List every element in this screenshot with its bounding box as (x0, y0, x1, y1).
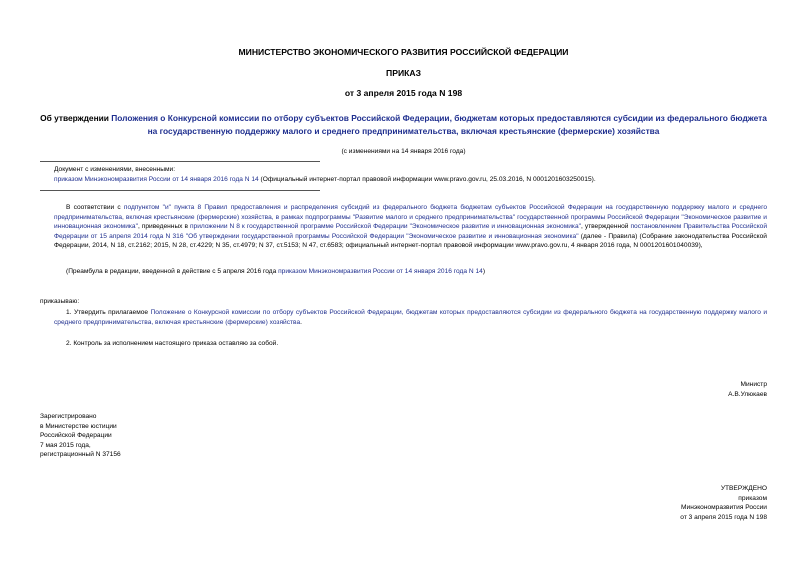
bottom-divider (40, 190, 320, 191)
doc-type-heading: ПРИКАЗ (386, 68, 421, 78)
approved-block (520, 484, 767, 522)
preamble-link-resolution[interactable]: постановлением Правительства Российской Федерации от 15 апреля 2014 года N 316 "Об утверждении государственной программы Российской Федерации "Экономическое развитие и инновационная экономика" (54, 223, 768, 240)
title-prefix: Об утверждении (40, 113, 112, 123)
approved-line: от 3 апреля 2015 года N 198 (680, 513, 767, 521)
registration-block (40, 412, 260, 460)
item1-prefix: 1. Утвердить прилагаемое (66, 309, 151, 316)
item1-link[interactable]: Положение о Конкурсной комиссии по отбору субъектов Российской Федерации, бюджетам которых предоставляются субсидии из федерального бюджета на государственную поддержку малого и среднего предпринимательства, включая крестьянские (фермерские) хозяйства (54, 309, 768, 326)
order-item-2: 2. Контроль за исполнением настоящего приказа оставляю за собой. (66, 340, 279, 347)
preamble (54, 203, 767, 251)
doc-date: от 3 апреля 2015 года N 198 (344, 88, 463, 98)
preamble-text-3: , утвержденной (580, 223, 631, 231)
preamble-note (66, 267, 766, 277)
ministry-heading: МИНИСТЕРСТВО ЭКОНОМИЧЕСКОГО РАЗВИТИЯ РОССИЙСКОЙ ФЕДЕРАЦИИ (238, 47, 569, 57)
registration-line: регистрационный N 37156 (40, 451, 121, 459)
changes-note: (с изменениями на 14 января 2016 года) (341, 148, 466, 155)
approved-line: Минэкономразвития России (681, 504, 767, 512)
preamble-text-1: В соответствии с (66, 204, 124, 211)
preamble-text-2: , приведенных в (137, 223, 190, 231)
amendments-link[interactable]: приказом Минэкономразвития России от 14 января 2016 года N 14 (54, 175, 259, 183)
preamble-note-link[interactable]: приказом Минэкономразвития России от 14 января 2016 года N 14 (278, 268, 483, 275)
preamble-text-4: (далее - Правила) (Собрание законодательства Российской Федерации, 2014, N 18, ст.2162; 2015, N 28, ст.4229; N 35, ст.4979; N 37, ст.5153; N 47, ст.6583; официальный интернет-портал правовой информации www.pravo.gov.ru, 4 января 2016 года, N 0001201601040039), (54, 232, 767, 250)
signature-block (560, 380, 767, 399)
approved-line: УТВЕРЖДЕНО (720, 485, 767, 492)
item1-suffix: . (300, 318, 302, 326)
signature-role: Министр (740, 381, 767, 388)
preamble-note-prefix: (Преамбула в редакции, введенной в действие с 5 апреля 2016 года (66, 268, 279, 275)
amendments-intro: Документ с изменениями, внесенными: (54, 166, 176, 173)
document-title (40, 112, 767, 138)
title-link[interactable]: Положения о Конкурсной комиссии по отбору субъектов Российской Федерации, бюджетам которых предоставляются субсидии из федерального бюджета на государственную поддержку малого и среднего предпринимательства, включая крестьянские (фермерские) хозяйства (111, 113, 767, 136)
preamble-link-rules[interactable]: подпунктом "и" пункта 8 Правил предоставления и распределения субсидий из федерального бюджета бюджетам субъектов Российской Федерации на государственную поддержку малого и среднего предпринимательства, включая крестьянские (фермерские) хозяйства, в рамках подпрограммы "Развитие малого и среднего предпринимательства" государственной программы Российской Федерации "Экономическое развитие и инновационная экономика" (54, 204, 768, 231)
registration-line: Зарегистрировано (40, 413, 97, 420)
prikazyvayu: приказываю: (40, 298, 80, 305)
registration-line: в Министерстве юстиции (40, 422, 117, 430)
approved-line: приказом (738, 494, 767, 502)
order-item-1 (54, 308, 767, 327)
preamble-note-suffix: ) (482, 268, 486, 275)
registration-line: 7 мая 2015 года, (40, 441, 91, 449)
amendments-block (54, 165, 767, 184)
amendments-source: (Официальный интернет-портал правовой информации www.pravo.gov.ru, 25.03.2016, N 0001201603250015). (258, 175, 596, 183)
top-divider (40, 161, 320, 162)
preamble-link-appendix[interactable]: приложении N 8 к государственной программе Российской Федерации "Экономическое развитие и инновационная экономика" (189, 223, 581, 231)
registration-line: Российской Федерации (40, 432, 112, 440)
signature-name: А.В.Улюкаев (728, 390, 767, 398)
